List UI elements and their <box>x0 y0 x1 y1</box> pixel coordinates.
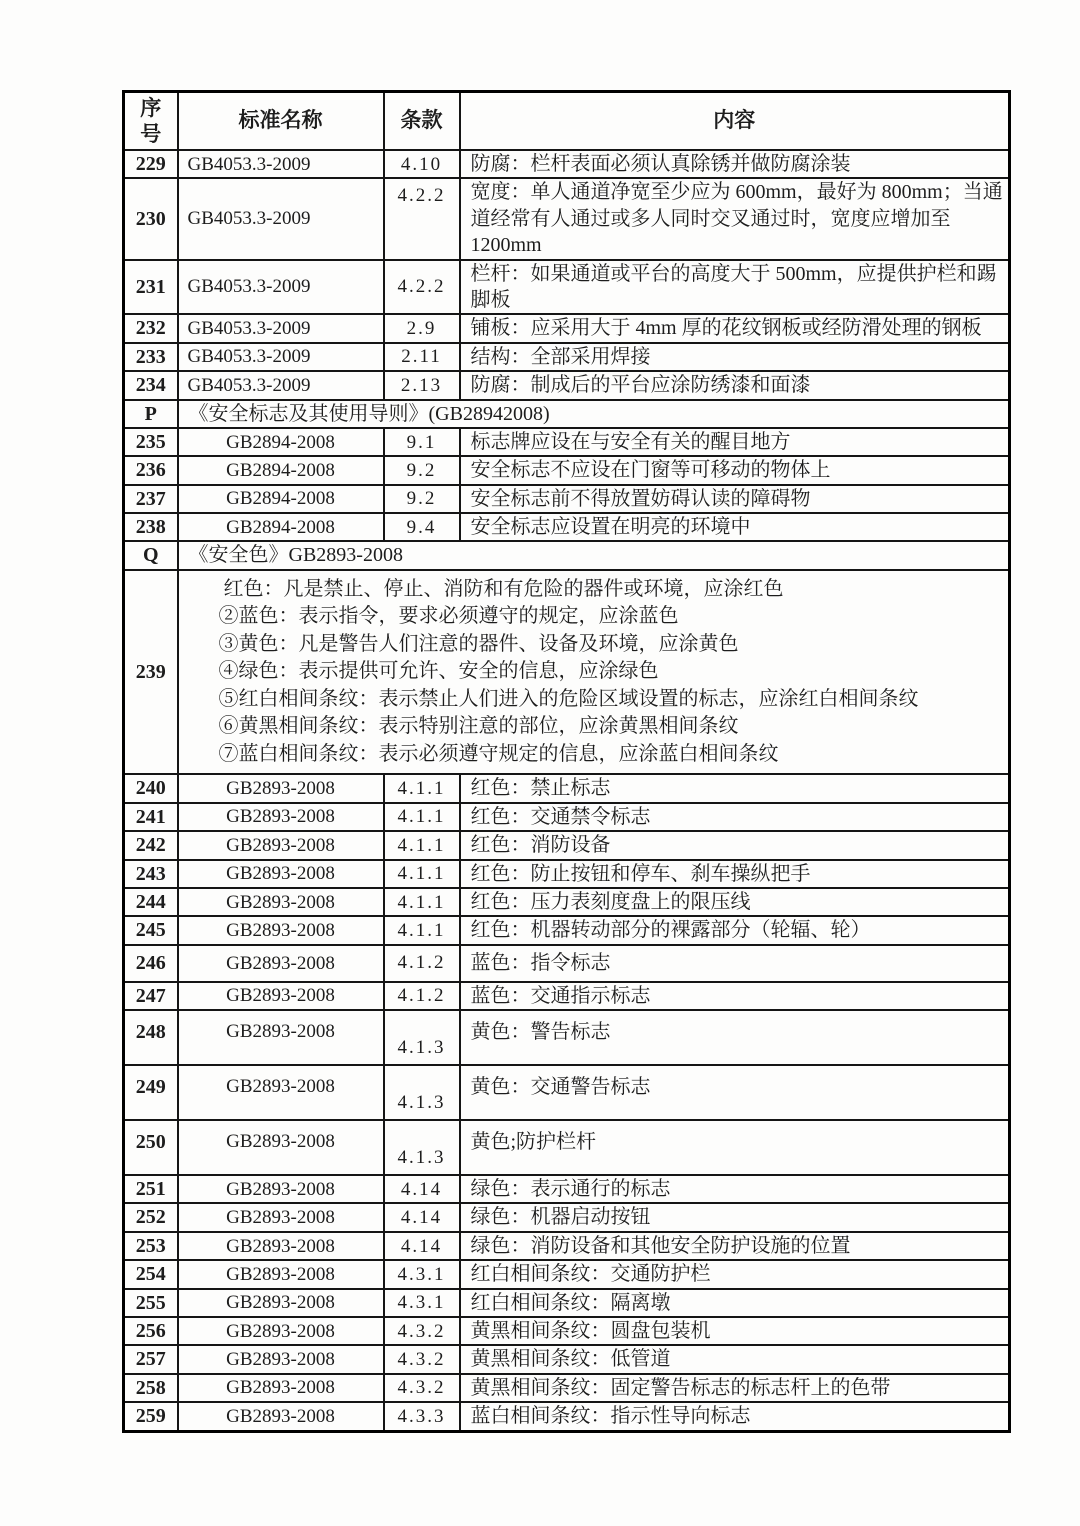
standard-name-cell: GB4053.3-2009 <box>178 178 384 259</box>
table-row <box>124 1317 1010 1345</box>
color-legend-cell <box>178 570 1010 775</box>
clause-cell: 4.3.2 <box>384 1317 460 1345</box>
content-cell: 红白相间条纹：隔离墩 <box>460 1289 1010 1317</box>
clause-cell: 4.1.3 <box>384 1065 460 1120</box>
row-serial: 249 <box>124 1065 178 1120</box>
content-cell: 安全标志不应设在门窗等可移动的物体上 <box>460 456 1010 484</box>
content-cell: 防腐：制成后的平台应涂防绣漆和面漆 <box>460 371 1010 399</box>
table-row <box>124 570 1010 775</box>
header-row <box>124 92 1010 151</box>
row-serial: 234 <box>124 371 178 399</box>
clause-cell: 9.4 <box>384 513 460 541</box>
row-serial: 247 <box>124 982 178 1010</box>
row-serial: Q <box>124 541 178 569</box>
table-row <box>124 1289 1010 1317</box>
row-serial: 250 <box>124 1120 178 1175</box>
legend-line: ⑤红白相间条纹：表示禁止人们进入的危险区域设置的标志，应涂红白相间条纹 <box>218 687 919 710</box>
clause-cell: 2.11 <box>384 343 460 371</box>
clause-cell: 4.3.3 <box>384 1402 460 1431</box>
table-row <box>124 485 1010 513</box>
standard-name-cell: GB2893-2008 <box>178 888 384 916</box>
content-cell: 安全标志前不得放置妨碍认读的障碍物 <box>460 485 1010 513</box>
table-row <box>124 774 1010 802</box>
content-cell: 红色：压力表刻度盘上的限压线 <box>460 888 1010 916</box>
table-row <box>124 343 1010 371</box>
standard-name-cell: GB2893-2008 <box>178 1289 384 1317</box>
row-serial: 237 <box>124 485 178 513</box>
table-row <box>124 150 1010 178</box>
standards-table <box>122 90 1011 1433</box>
row-serial: 255 <box>124 1289 178 1317</box>
table-row <box>124 1402 1010 1431</box>
section-title-cell: 《安全色》GB2893-2008 <box>178 541 1010 569</box>
row-serial: 241 <box>124 803 178 831</box>
standard-name-cell: GB4053.3-2009 <box>178 150 384 178</box>
clause-cell: 4.1.1 <box>384 860 460 888</box>
row-serial: 251 <box>124 1175 178 1203</box>
content-cell: 蓝白相间条纹：指示性导向标志 <box>460 1402 1010 1431</box>
row-serial: 243 <box>124 860 178 888</box>
table-row <box>124 1175 1010 1203</box>
content-cell: 红色：防止按钮和停车、刹车操纵把手 <box>460 860 1010 888</box>
standard-name-cell: GB2893-2008 <box>178 774 384 802</box>
content-cell: 绿色：消防设备和其他安全防护设施的位置 <box>460 1232 1010 1260</box>
row-serial: 232 <box>124 314 178 342</box>
table-row <box>124 456 1010 484</box>
content-cell: 红色：机器转动部分的裸露部分（轮辐、轮） <box>460 916 1010 944</box>
clause-cell: 4.14 <box>384 1203 460 1231</box>
content-cell: 标志牌应设在与安全有关的醒目地方 <box>460 428 1010 456</box>
row-serial: 253 <box>124 1232 178 1260</box>
standard-name-cell: GB2893-2008 <box>178 982 384 1010</box>
table-row <box>124 1374 1010 1402</box>
table-row <box>124 1065 1010 1120</box>
standard-name-cell: GB2893-2008 <box>178 1203 384 1231</box>
table-row <box>124 1232 1010 1260</box>
content-cell: 黄色：警告标志 <box>460 1010 1010 1065</box>
standard-name-cell: GB4053.3-2009 <box>178 371 384 399</box>
content-cell: 宽度：单人通道净宽至少应为 600mm，最好为 800mm；当通道经常有人通过或多人同时交叉通过时，宽度应增加至 1200mm <box>460 178 1010 259</box>
content-cell: 蓝色：指令标志 <box>460 945 1010 982</box>
row-serial: 259 <box>124 1402 178 1431</box>
clause-cell: 4.1.3 <box>384 1120 460 1175</box>
row-serial: 248 <box>124 1010 178 1065</box>
standard-name-cell: GB2893-2008 <box>178 1260 384 1288</box>
clause-cell: 4.2.2 <box>384 178 460 259</box>
clause-cell: 4.1.1 <box>384 888 460 916</box>
row-serial: 242 <box>124 831 178 859</box>
content-cell: 红白相间条纹：交通防护栏 <box>460 1260 1010 1288</box>
content-cell: 防腐：栏杆表面必须认真除锈并做防腐涂装 <box>460 150 1010 178</box>
legend-line: ②蓝色：表示指令，要求必须遵守的规定，应涂蓝色 <box>218 605 679 628</box>
standard-name-cell: GB4053.3-2009 <box>178 260 384 315</box>
table-row <box>124 428 1010 456</box>
content-cell: 绿色：机器启动按钮 <box>460 1203 1010 1231</box>
legend-line: ⑥黄黑相间条纹：表示特别注意的部位，应涂黄黑相间条纹 <box>218 715 739 738</box>
row-serial: 229 <box>124 150 178 178</box>
row-serial: 236 <box>124 456 178 484</box>
table-row <box>124 1260 1010 1288</box>
clause-cell: 4.1.1 <box>384 831 460 859</box>
clause-cell: 4.1.1 <box>384 916 460 944</box>
standard-name-cell: GB2893-2008 <box>178 860 384 888</box>
standard-name-cell: GB2893-2008 <box>178 1317 384 1345</box>
standard-name-cell: GB2894-2008 <box>178 485 384 513</box>
clause-cell: 9.1 <box>384 428 460 456</box>
row-serial: 246 <box>124 945 178 982</box>
row-serial: 254 <box>124 1260 178 1288</box>
header-serial-label: 序号 <box>140 95 162 146</box>
clause-cell: 2.13 <box>384 371 460 399</box>
clause-cell: 4.1.1 <box>384 803 460 831</box>
header-serial <box>124 92 178 151</box>
standard-name-cell: GB2893-2008 <box>178 916 384 944</box>
table-row <box>124 541 1010 569</box>
legend-line: ④绿色：表示提供可允许、安全的信息，应涂绿色 <box>218 660 659 683</box>
standard-name-cell: GB2893-2008 <box>178 1065 384 1120</box>
table-row <box>124 916 1010 944</box>
row-serial: 245 <box>124 916 178 944</box>
content-cell: 红色：消防设备 <box>460 831 1010 859</box>
row-serial: P <box>124 400 178 428</box>
standard-name-cell: GB2893-2008 <box>178 1402 384 1431</box>
clause-cell: 4.10 <box>384 150 460 178</box>
standard-name-cell: GB2893-2008 <box>178 1374 384 1402</box>
row-serial: 244 <box>124 888 178 916</box>
row-serial: 257 <box>124 1345 178 1373</box>
table-row <box>124 1345 1010 1373</box>
section-title-cell: 《安全标志及其使用导则》(GB28942008) <box>178 400 1010 428</box>
content-cell: 蓝色：交通指示标志 <box>460 982 1010 1010</box>
clause-cell: 4.14 <box>384 1232 460 1260</box>
standard-name-cell: GB2893-2008 <box>178 945 384 982</box>
clause-cell: 9.2 <box>384 456 460 484</box>
table-row <box>124 260 1010 315</box>
row-serial: 238 <box>124 513 178 541</box>
clause-cell: 4.2.2 <box>384 260 460 315</box>
table-row <box>124 831 1010 859</box>
legend-line: ③黄色：凡是警告人们注意的器件、设备及环境，应涂黄色 <box>218 632 739 655</box>
table-row <box>124 803 1010 831</box>
content-cell: 黄黑相间条纹：固定警告标志的标志杆上的色带 <box>460 1374 1010 1402</box>
standard-name-cell: GB2893-2008 <box>178 803 384 831</box>
standard-name-cell: GB2893-2008 <box>178 1120 384 1175</box>
clause-cell: 4.1.3 <box>384 1010 460 1065</box>
standard-name-cell: GB2894-2008 <box>178 456 384 484</box>
table-row <box>124 1203 1010 1231</box>
row-serial: 231 <box>124 260 178 315</box>
content-cell: 黄色：交通警告标志 <box>460 1065 1010 1120</box>
content-cell: 结构：全部采用焊接 <box>460 343 1010 371</box>
table-body <box>124 150 1010 1431</box>
content-cell: 红色：交通禁令标志 <box>460 803 1010 831</box>
clause-cell: 4.3.2 <box>384 1374 460 1402</box>
row-serial: 230 <box>124 178 178 259</box>
content-cell: 安全标志应设置在明亮的环境中 <box>460 513 1010 541</box>
row-serial: 239 <box>124 570 178 775</box>
standard-name-cell: GB2894-2008 <box>178 428 384 456</box>
header-clause: 条款 <box>384 92 460 151</box>
content-cell: 铺板：应采用大于 4mm 厚的花纹钢板或经防滑处理的钢板 <box>460 314 1010 342</box>
content-cell: 绿色：表示通行的标志 <box>460 1175 1010 1203</box>
standard-name-cell: GB2893-2008 <box>178 831 384 859</box>
table-row <box>124 982 1010 1010</box>
header-content: 内容 <box>460 92 1010 151</box>
clause-cell: 4.3.1 <box>384 1260 460 1288</box>
clause-cell: 4.3.2 <box>384 1345 460 1373</box>
table-row <box>124 178 1010 259</box>
table-row <box>124 371 1010 399</box>
standard-name-cell: GB2893-2008 <box>178 1345 384 1373</box>
table-row <box>124 400 1010 428</box>
clause-cell: 2.9 <box>384 314 460 342</box>
row-serial: 235 <box>124 428 178 456</box>
content-cell: 黄黑相间条纹：低管道 <box>460 1345 1010 1373</box>
content-cell: 黄色;防护栏杆 <box>460 1120 1010 1175</box>
table-row <box>124 1120 1010 1175</box>
clause-cell: 4.1.1 <box>384 774 460 802</box>
table-row <box>124 314 1010 342</box>
header-standard-name: 标准名称 <box>178 92 384 151</box>
clause-cell: 4.1.2 <box>384 982 460 1010</box>
clause-cell: 4.3.1 <box>384 1289 460 1317</box>
standard-name-cell: GB4053.3-2009 <box>178 314 384 342</box>
standard-name-cell: GB4053.3-2009 <box>178 343 384 371</box>
row-serial: 233 <box>124 343 178 371</box>
standard-name-cell: GB2893-2008 <box>178 1232 384 1260</box>
table-row <box>124 1010 1010 1065</box>
table-row <box>124 888 1010 916</box>
row-serial: 252 <box>124 1203 178 1231</box>
content-cell: 黄黑相间条纹：圆盘包装机 <box>460 1317 1010 1345</box>
table-row <box>124 860 1010 888</box>
standard-name-cell: GB2893-2008 <box>178 1175 384 1203</box>
table-row <box>124 945 1010 982</box>
standard-name-cell: GB2894-2008 <box>178 513 384 541</box>
clause-cell: 4.1.2 <box>384 945 460 982</box>
row-serial: 258 <box>124 1374 178 1402</box>
standard-name-cell: GB2893-2008 <box>178 1010 384 1065</box>
row-serial: 240 <box>124 774 178 802</box>
content-cell: 栏杆：如果通道或平台的高度大于 500mm，应提供护栏和踢脚板 <box>460 260 1010 315</box>
content-cell: 红色：禁止标志 <box>460 774 1010 802</box>
clause-cell: 9.2 <box>384 485 460 513</box>
legend-line: 红色：凡是禁止、停止、消防和有危险的器件或环境，应涂红色 <box>223 577 784 600</box>
clause-cell: 4.14 <box>384 1175 460 1203</box>
row-serial: 256 <box>124 1317 178 1345</box>
legend-line: ⑦蓝白相间条纹：表示必须遵守规定的信息，应涂蓝白相间条纹 <box>218 742 779 765</box>
table-row <box>124 513 1010 541</box>
